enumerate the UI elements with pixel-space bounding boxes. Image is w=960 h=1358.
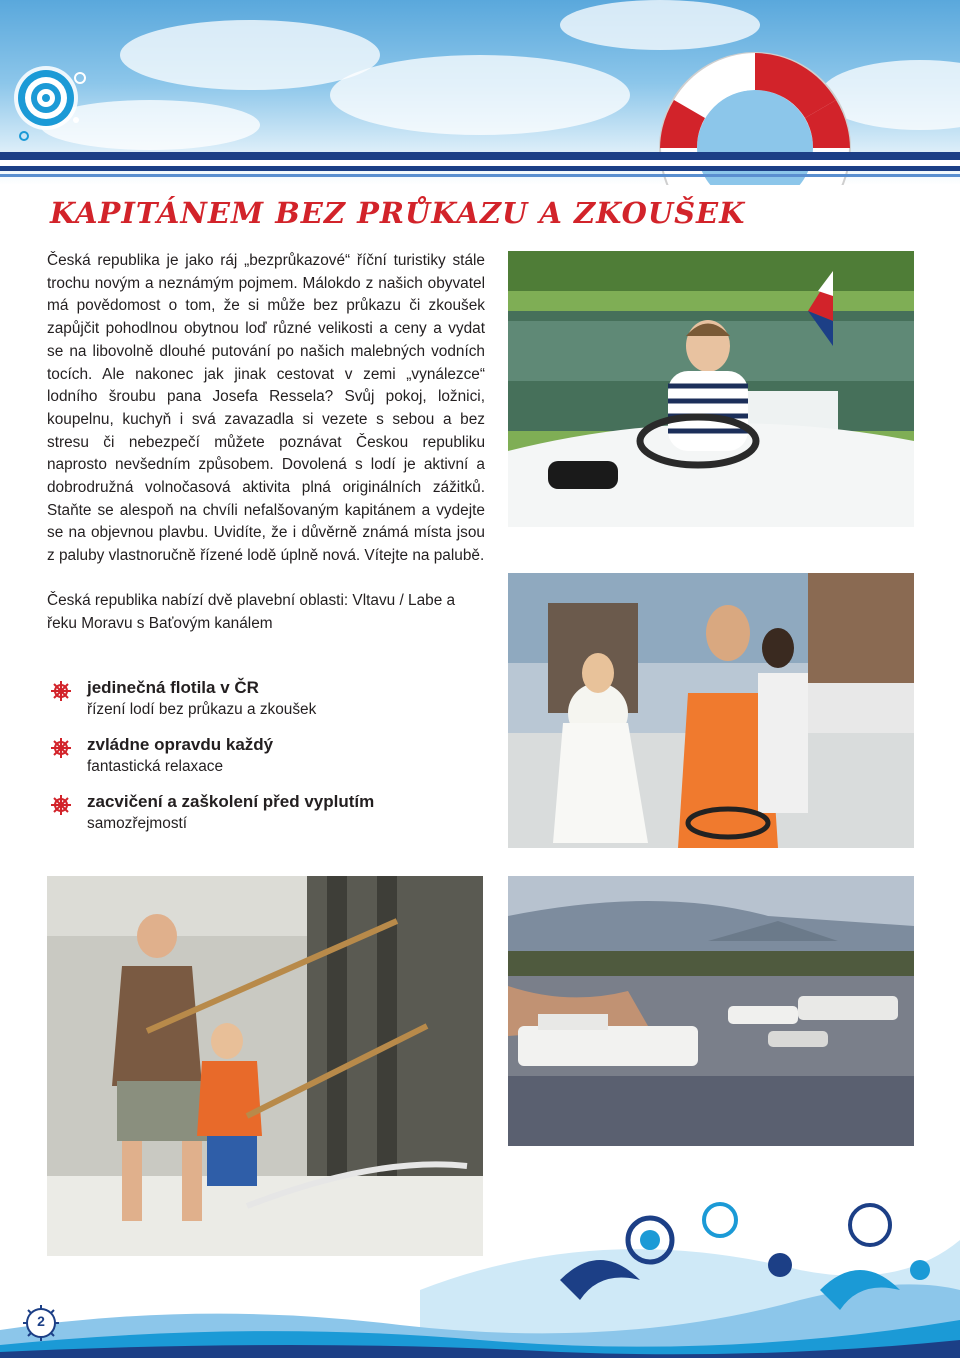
feature-list [50, 678, 480, 849]
feature-item [50, 678, 480, 734]
areas-paragraph: Česká republika nabízí dvě plavební oblasti: Vltavu / Labe a řeku Moravu s Baťovým kanálem [47, 592, 456, 632]
photo-marina-sunset [508, 876, 914, 1146]
ship-wheel-icon [50, 794, 72, 816]
ship-wheel-icon [50, 680, 72, 702]
header-stripe [0, 166, 960, 171]
header-stripe [0, 152, 960, 160]
footer-wave-decoration [0, 1180, 960, 1358]
feature-subtitle: samozřejmostí [87, 815, 188, 832]
feature-subtitle: řízení lodí bez průkazu a zkoušek [87, 701, 317, 718]
swirl-logo-icon [6, 58, 86, 148]
feature-subtitle: fantastická relaxace [87, 758, 224, 775]
photo-boy-steering [508, 251, 914, 527]
feature-title: jedinečná flotila v ČR [87, 678, 259, 697]
header-banner [0, 0, 960, 185]
cloud [330, 55, 630, 135]
feature-item [50, 792, 480, 848]
feature-item [50, 735, 480, 791]
feature-title: zvládne opravdu každý [87, 735, 274, 754]
ship-wheel-icon [50, 737, 72, 759]
header-stripe [0, 174, 960, 177]
feature-title: zacvičení a zaškolení před vyplutím [87, 792, 375, 811]
page-title: KAPITÁNEM BEZ PRŮKAZU A ZKOUŠEK [50, 196, 746, 230]
intro-paragraph: Česká republika je jako ráj „bezprůkazové“ říční turistiky stále trochu novým a neznámým pojmem. Málokdo z našich obyvatel má povědomost o tom, že si může bez průkazu či zkoušek zapůjčit pohodlnou obytnou loď různé velikosti a ceny a vydat se na libovolně dlouhé putování po našich malebných vodních tocích. Ale nakonec jak jinak cestovat v zemi „vynálezce“ lodního šroubu pana Josefa Ressela? Svůj pokoj, ložnici, koupelnu, kuchyň i svá zavazadla si vezete s sebou a bez stresu či nebezpečí můžete poznávat Českou republiku naprosto nevšedním způsobem. Dovolená s lodí je aktivní a dobrodružná volnočasová aktivita plná originálních zážitků. Staňte se alespoň na chvíli nefalšovaným kapitánem a vydejte se na objevnou plavbu. Uvidíte, že i důvěrně známá místa jsou z paluby vlastnoručně řízené lodě úplně nová. Vítejte na palubě. [47, 252, 485, 565]
photo-group-on-boat [508, 573, 914, 848]
page-number: 2 [37, 1313, 45, 1329]
